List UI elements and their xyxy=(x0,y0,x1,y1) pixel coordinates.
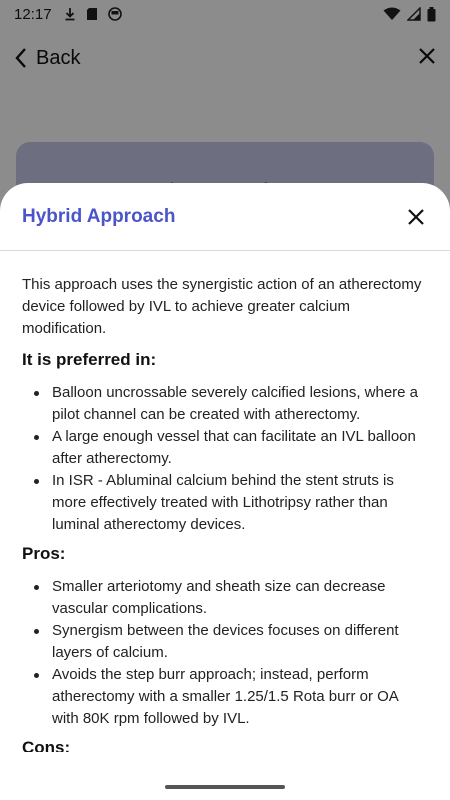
sheet-title: Hybrid Approach xyxy=(22,205,176,227)
pros-list xyxy=(22,576,428,730)
section-heading-pros: Pros: xyxy=(22,544,66,563)
list-item: Balloon uncrossable severely calcified lesions, where a pilot channel can be created with atherectomy. xyxy=(22,382,428,426)
list-item: Avoids the step burr approach; instead, perform atherectomy with a smaller 1.25/1.5 Rota burr or OA with 80K rpm followed by IVL. xyxy=(22,664,428,730)
list-item: A large enough vessel that can facilitate an IVL balloon after atherectomy. xyxy=(22,426,428,470)
sheet-content[interactable] xyxy=(0,252,450,752)
list-item: Smaller arteriotomy and sheath size can decrease vascular complications. xyxy=(22,576,428,620)
back-label: Back xyxy=(36,46,81,69)
bottom-sheet xyxy=(0,183,450,800)
home-indicator[interactable] xyxy=(165,785,285,789)
close-icon xyxy=(407,208,425,226)
list-item: Synergism between the devices focuses on different layers of calcium. xyxy=(22,620,428,664)
status-time: 12:17 xyxy=(14,5,52,23)
section-heading-cons: Cons: xyxy=(22,738,71,752)
section-heading-preferred: It is preferred in: xyxy=(22,350,157,369)
preferred-list xyxy=(22,382,428,536)
list-item: In ISR - Abluminal calcium behind the stent struts is more effectively treated with Lithotripsy rather than luminal atherectomy devices. xyxy=(22,470,428,536)
sheet-header xyxy=(0,183,450,251)
intro-paragraph: This approach uses the synergistic action of an atherectomy device followed by IVL to achieve greater calcium modification. xyxy=(22,276,422,337)
sheet-close-button[interactable] xyxy=(404,205,428,229)
